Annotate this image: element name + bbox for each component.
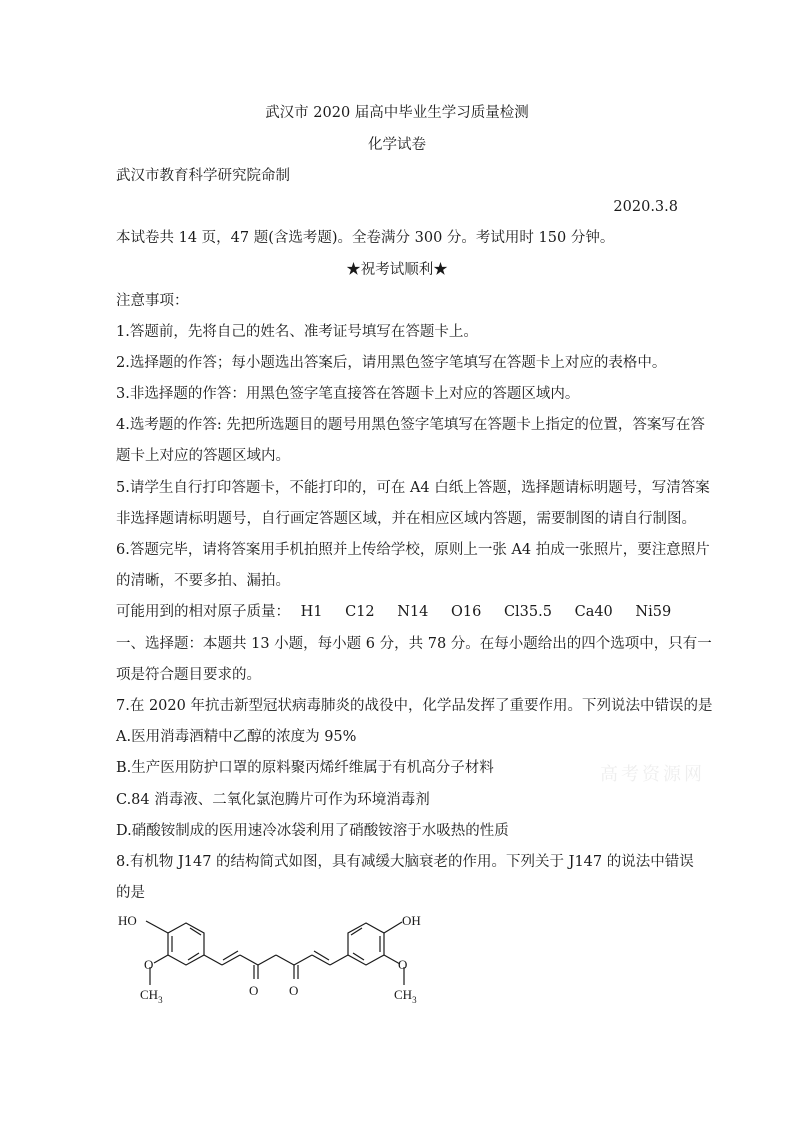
section-heading: 一、选择题：本题共 13 小题，每小题 6 分，共 78 分。在每小题给出的四个选项中，只有一 <box>116 636 712 652</box>
publisher: 武汉市教育科学研究院命制 <box>116 168 290 184</box>
atomic-mass-item: O16 <box>451 604 482 620</box>
question-7-option-c: C.84 消毒液、二氧化氯泡腾片可作为环境消毒剂 <box>116 792 430 808</box>
atomic-mass-item: Cl35.5 <box>503 604 552 620</box>
question-8-stem-cont: 的是 <box>116 885 145 901</box>
carbonyl-o-right-label: O <box>289 983 299 998</box>
o-right-methoxy-label: O <box>398 957 408 972</box>
exam-title: 武汉市 2020 届高中毕业生学习质量检测 <box>265 105 529 121</box>
question-7-option-d: D.硝酸铵制成的医用速冷冰袋利用了硝酸铵溶于水吸热的性质 <box>116 823 509 839</box>
intro-text: 本试卷共 14 页，47 题(含选考题)。全卷满分 300 分。考试用时 150 分钟。 <box>116 230 615 246</box>
note-line: 非选择题请标明题号，自行画定答题区域，并在相应区域内答题，需要制图的请自行制图。 <box>116 511 696 527</box>
molecule-structure <box>110 905 440 1015</box>
notes-heading: 注意事项： <box>116 293 189 309</box>
note-line: 题卡上对应的答题区域内。 <box>116 448 290 464</box>
exam-date: 2020.3.8 <box>613 199 678 215</box>
note-line: 6.答题完毕，请将答案用手机拍照并上传给学校，原则上一张 A4 拍成一张照片，要注意照片 <box>116 542 710 558</box>
note-line: 5.请学生自行打印答题卡，不能打印的，可在 A4 白纸上答题，选择题请标明题号，写清答案 <box>116 480 710 496</box>
atomic-mass-item: C12 <box>345 604 375 620</box>
atomic-mass-item: H1 <box>300 604 323 620</box>
atomic-mass-item: Ca40 <box>574 604 613 620</box>
ch3-left-sub: 3 <box>158 995 163 1005</box>
atomic-mass-item: N14 <box>397 604 429 620</box>
question-8-stem: 8.有机物 J147 的结构简式如图，具有减缓大脑衰老的作用。下列关于 J147 的说法中错误 <box>116 854 694 870</box>
note-line: 1.答题前，先将自己的姓名、准考证号填写在答题卡上。 <box>116 324 478 340</box>
o-left-methoxy-label: O <box>144 957 154 972</box>
section-heading-cont: 项是符合题目要求的。 <box>116 667 261 683</box>
atomic-mass-line <box>116 602 671 622</box>
structure-bonds <box>146 921 404 985</box>
atomic-mass-label: 可能用到的相对原子质量： <box>116 604 290 620</box>
blessing-text: ★祝考试顺利★ <box>346 262 448 278</box>
ch3-right-sub: 3 <box>412 995 417 1005</box>
note-line: 的清晰，不要多拍、漏拍。 <box>116 573 290 589</box>
question-7-stem: 7.在 2020 年抗击新型冠状病毒肺炎的战役中，化学品发挥了重要作用。下列说法中错误的是 <box>116 698 713 714</box>
carbonyl-o-left-label: O <box>249 983 259 998</box>
ch3-right-label <box>394 987 417 1005</box>
question-7-option-b: B.生产医用防护口罩的原料聚丙烯纤维属于有机高分子材料 <box>116 760 494 776</box>
note-line: 2.选择题的作答；每小题选出答案后，请用黑色签字笔填写在答题卡上对应的表格中。 <box>116 355 667 371</box>
atomic-mass-item: Ni59 <box>635 604 672 620</box>
note-line: 4.选考题的作答: 先把所选题目的题号用黑色签字笔填写在答题卡上指定的位置，答案写在答 <box>116 417 705 433</box>
question-7-option-a: A.医用消毒酒精中乙醇的浓度为 95% <box>116 729 357 745</box>
exam-subject: 化学试卷 <box>368 137 426 153</box>
oh-right-label: OH <box>402 913 421 928</box>
note-line: 3.非选择题的作答：用黑色签字笔直接答在答题卡上对应的答题区域内。 <box>116 386 580 402</box>
watermark: 高考资源网 <box>600 764 705 785</box>
ch3-right-text: CH <box>394 987 413 1002</box>
ch3-left-text: CH <box>140 987 159 1002</box>
ch3-left-label <box>140 987 163 1005</box>
ho-left-label: HO <box>118 913 137 928</box>
